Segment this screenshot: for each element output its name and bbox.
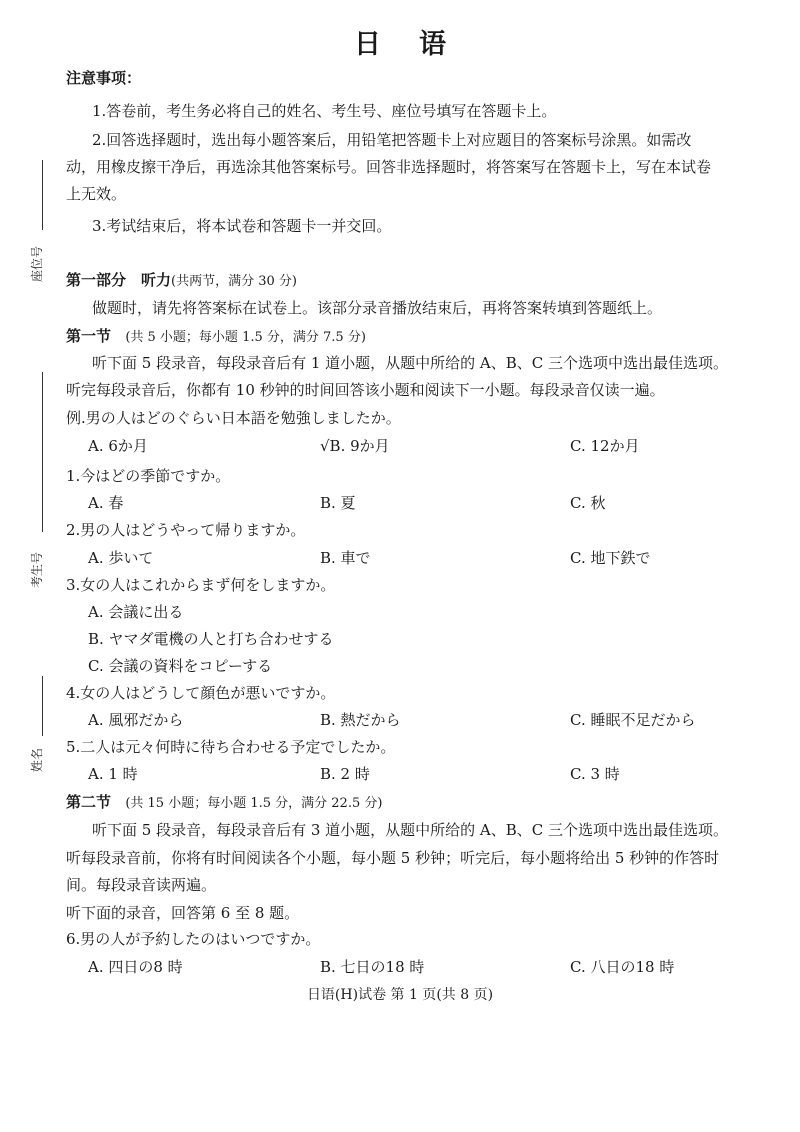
section1-instruction-1: 听下面 5 段录音，每段录音后有 1 道小题，从题中所给的 A、B、C 三个选项中选出最佳选项。 [92, 354, 729, 372]
question-3: 3.女の人はこれからまず何をしますか。 [66, 576, 336, 594]
seat-fill-line [42, 160, 43, 230]
question-1: 1.今はどの季節ですか。 [66, 467, 231, 485]
note-1: 1.答卷前，考生务必将自己的姓名、考生号、座位号填写在答题卡上。 [92, 102, 557, 120]
q4-option-a: A. 風邪だから [88, 711, 184, 729]
listen-instruction: 听下面的录音，回答第 6 至 8 题。 [66, 904, 300, 922]
title-char-1: 日 [354, 29, 381, 60]
example-option-b: √B. 9か月 [320, 437, 390, 455]
section1-score-note: (共 5 小题；每小题 1.5 分，满分 7.5 分) [125, 330, 366, 345]
example-question: 例.男の人はどのぐらい日本語を勉強しましたか。 [66, 409, 401, 427]
part1-title: 第一部分 听力 [66, 271, 172, 289]
q1-option-c: C. 秋 [570, 494, 606, 512]
question-2: 2.男の人はどうやって帰りますか。 [66, 521, 306, 539]
q6-option-b: B. 七日の18 時 [320, 958, 425, 976]
section2-title: 第二节 [66, 793, 112, 811]
q6-option-c: C. 八日の18 時 [570, 958, 675, 976]
example-option-a: A. 6か月 [88, 437, 148, 455]
question-4: 4.女の人はどうして顔色が悪いですか。 [66, 684, 336, 702]
example-option-c: C. 12か月 [570, 437, 640, 455]
q1-option-a: A. 春 [88, 494, 124, 512]
exam-number-fill-line [42, 372, 43, 532]
page-footer: 日语(H)试卷 第 1 页(共 8 页) [306, 987, 494, 1003]
part1-heading [66, 270, 297, 292]
q3-option-b: B. ヤマダ電機の人と打ち合わせする [88, 630, 334, 648]
question-5: 5.二人は元々何時に待ち合わせる予定でしたか。 [66, 738, 396, 756]
q3-option-a: A. 会議に出る [88, 603, 184, 621]
part1-intro: 做题时，请先将答案标在试卷上。该部分录音播放结束后，再将答案转填到答题纸上。 [92, 299, 663, 317]
section2-heading [66, 792, 382, 814]
q5-option-b: B. 2 時 [320, 765, 370, 783]
title-char-2: 语 [419, 29, 446, 60]
q3-option-c: C. 会議の資料をコピーする [88, 657, 273, 675]
section2-instruction-2: 听每段录音前，你将有时间阅读各个小题，每小题 5 秒钟；听完后，每小题将给出 5 秒钟的作答时 [66, 849, 720, 867]
section1-heading [66, 326, 366, 348]
q2-option-c: C. 地下鉄で [570, 549, 651, 567]
section1-instruction-2: 听完每段录音后，你都有 10 秒钟的时间回答该小题和阅读下一小题。每段录音仅读一遍。 [66, 381, 665, 399]
q5-option-a: A. 1 時 [88, 765, 138, 783]
question-6: 6.男の人が予約したのはいつですか。 [66, 930, 321, 948]
note-2-line-3: 上无效。 [66, 185, 127, 203]
part1-score-note: (共两节，满分 30 分) [171, 274, 297, 289]
q5-option-c: C. 3 時 [570, 765, 620, 783]
name-label: 姓名 [30, 747, 44, 772]
section2-instruction-1: 听下面 5 段录音，每段录音后有 3 道小题，从题中所给的 A、B、C 三个选项中选出最佳选项。 [92, 821, 729, 839]
page-title [0, 22, 800, 61]
q4-option-c: C. 睡眠不足だから [570, 711, 696, 729]
note-2-line-1: 2.回答选择题时，选出每小题答案后，用铅笔把答题卡上对应题目的答案标号涂黑。如需改 [92, 131, 692, 149]
q2-option-b: B. 車で [320, 549, 371, 567]
q2-option-a: A. 歩いて [88, 549, 154, 567]
exam-number-label: 考生号 [30, 551, 44, 588]
seat-number-label: 座位号 [30, 245, 44, 282]
note-3: 3.考试结束后，将本试卷和答题卡一并交回。 [92, 217, 392, 235]
section2-score-note: (共 15 小题；每小题 1.5 分，满分 22.5 分) [125, 796, 383, 811]
section2-instruction-3: 间。每段录音读两遍。 [66, 876, 217, 894]
note-2-line-2: 动，用橡皮擦干净后，再选涂其他答案标号。回答非选择题时，将答案写在答题卡上，写在本试卷 [66, 158, 712, 176]
notes-heading: 注意事项： [66, 69, 142, 87]
q1-option-b: B. 夏 [320, 494, 356, 512]
section1-title: 第一节 [66, 327, 112, 345]
q6-option-a: A. 四日の8 時 [88, 958, 183, 976]
q4-option-b: B. 熱だから [320, 711, 401, 729]
name-fill-line [42, 676, 43, 736]
